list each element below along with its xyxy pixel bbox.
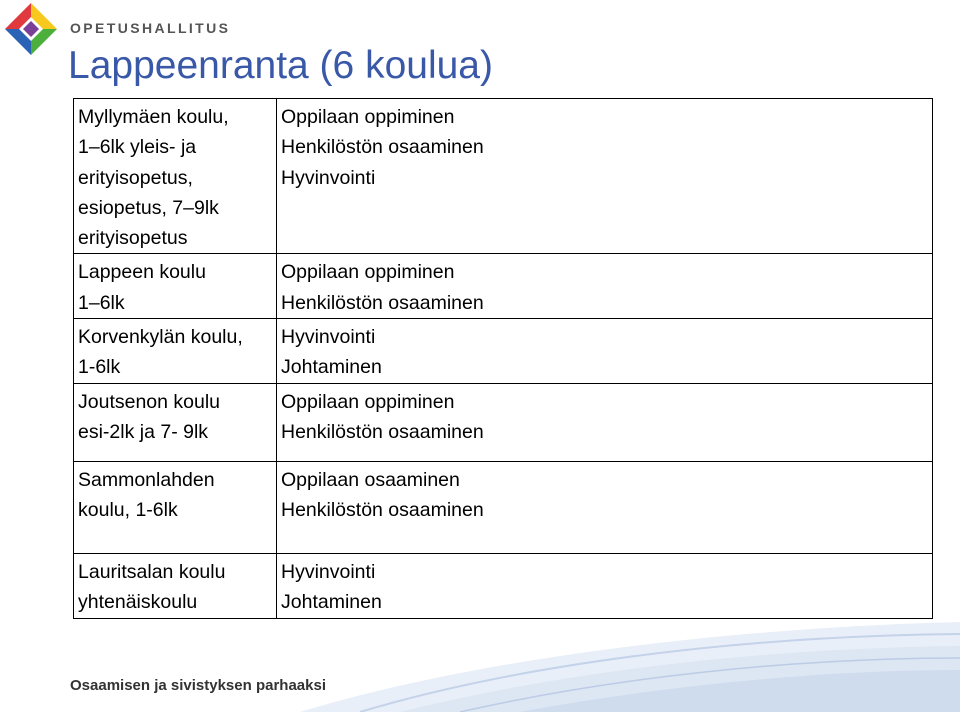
topic-line: Hyvinvointi xyxy=(281,561,376,584)
school-name-line: erityisopetus, xyxy=(78,166,193,189)
topics-cell xyxy=(277,384,933,462)
school-cell xyxy=(74,462,277,554)
school-name-line: 1–6lk xyxy=(78,291,125,314)
topic-line: Henkilöstön osaaminen xyxy=(281,499,484,522)
topic-line: Hyvinvointi xyxy=(281,166,376,189)
school-name-line: Korvenkylän koulu, xyxy=(78,326,243,349)
school-name-line: Lauritsalan koulu xyxy=(78,561,226,584)
org-name: OPETUSHALLITUS xyxy=(70,20,231,36)
opetushallitus-logo-icon xyxy=(4,2,58,56)
schools-table xyxy=(73,98,933,619)
background-swoosh xyxy=(0,600,960,712)
school-cell xyxy=(74,99,277,254)
school-cell xyxy=(74,254,277,319)
school-name-line: 1-6lk xyxy=(78,356,121,379)
topics-cell xyxy=(277,462,933,554)
table-row xyxy=(74,462,933,554)
topic-line: Oppilaan oppiminen xyxy=(281,391,455,414)
table-row xyxy=(74,319,933,384)
topic-line: Oppilaan osaaminen xyxy=(281,469,460,492)
topic-line: Hyvinvointi xyxy=(281,326,376,349)
table-row xyxy=(74,384,933,462)
topic-line: Henkilöstön osaaminen xyxy=(281,291,484,314)
school-name-line: koulu, 1-6lk xyxy=(78,499,178,522)
school-name-line: esi-2lk ja 7- 9lk xyxy=(78,421,209,444)
topic-line: Henkilöstön osaaminen xyxy=(281,136,484,159)
topic-line: Oppilaan oppiminen xyxy=(281,106,455,128)
school-name-line: esiopetus, 7–9lk xyxy=(78,196,219,219)
school-name-line: Sammonlahden xyxy=(78,469,215,492)
school-name-line: erityisopetus xyxy=(78,227,188,250)
table-row xyxy=(74,99,933,254)
topic-line: Oppilaan oppiminen xyxy=(281,261,455,284)
topics-cell xyxy=(277,254,933,319)
topics-cell xyxy=(277,99,933,254)
school-name-line: Myllymäen koulu, xyxy=(78,106,229,128)
page-title: Lappeenranta (6 koulua) xyxy=(68,44,493,87)
school-name-line: 1–6lk yleis- ja xyxy=(78,136,197,159)
topic-line: Johtaminen xyxy=(281,591,382,614)
school-name-line: Joutsenon koulu xyxy=(78,391,221,414)
school-name-line: yhtenäiskoulu xyxy=(78,591,198,614)
school-cell xyxy=(74,319,277,384)
school-name-line: Lappeen koulu xyxy=(78,261,206,284)
footer-slogan: Osaamisen ja sivistyksen parhaaksi xyxy=(70,677,326,694)
topic-line: Henkilöstön osaaminen xyxy=(281,421,484,444)
table-row xyxy=(74,254,933,319)
topic-line: Johtaminen xyxy=(281,356,382,379)
topics-cell xyxy=(277,319,933,384)
school-cell xyxy=(74,384,277,462)
